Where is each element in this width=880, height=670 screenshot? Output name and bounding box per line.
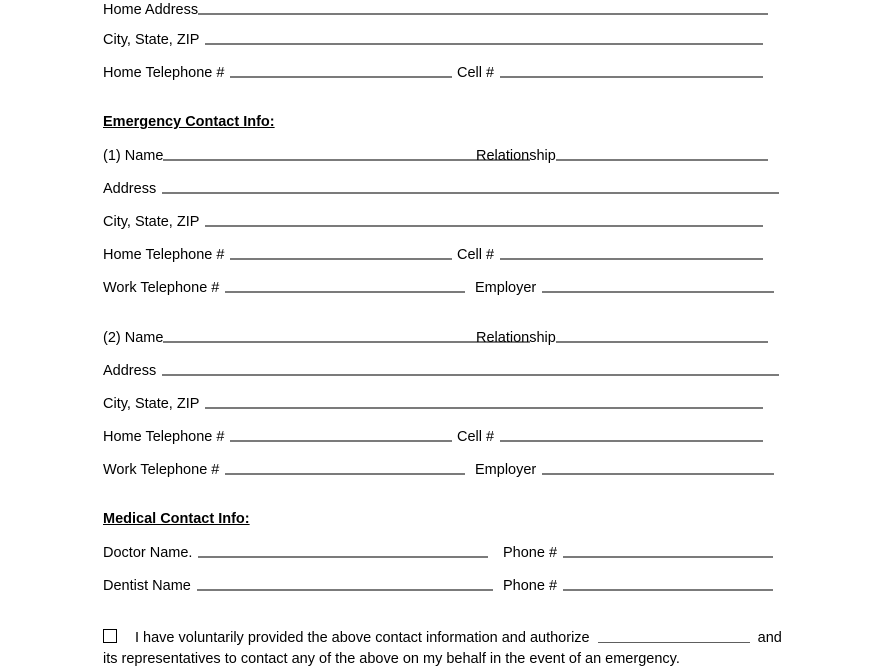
contact2-relationship-input[interactable] (556, 326, 768, 343)
form-row-home-address (103, 0, 793, 20)
contact1-work-telephone-input[interactable] (225, 276, 465, 293)
form-row-contact1-relationship (476, 144, 768, 167)
form-row-contact1-cell (457, 243, 763, 266)
contact2-city-state-zip-label: City, State, ZIP (103, 396, 200, 412)
contact1-work-telephone-label: Work Telephone # (103, 280, 220, 296)
contact1-address-input[interactable] (162, 177, 779, 194)
dentist-name-label: Dentist Name (103, 578, 191, 594)
consent-text-before: I have voluntarily provided the above contact information and authorize (135, 630, 590, 646)
contact2-employer-input[interactable] (542, 458, 774, 475)
contact1-employer-label: Employer (475, 280, 537, 296)
contact2-address-label: Address (103, 363, 157, 379)
form-row-contact2-relationship (476, 326, 768, 349)
contact2-city-state-zip-input[interactable] (205, 392, 763, 409)
form-row-contact1-address (103, 177, 793, 199)
doctor-name-input[interactable] (198, 541, 488, 558)
contact2-relationship-label: Relationship (476, 330, 556, 346)
home-telephone-input[interactable] (230, 61, 452, 78)
consent-checkbox[interactable] (103, 629, 117, 643)
contact1-city-state-zip-input[interactable] (205, 210, 763, 227)
form-row-cell-1 (457, 61, 763, 84)
cell-input[interactable] (500, 61, 763, 78)
cell-label: Cell # (457, 65, 495, 81)
contact1-name-label: (1) Name (103, 148, 164, 164)
contact2-address-input[interactable] (162, 359, 779, 376)
contact2-work-telephone-label: Work Telephone # (103, 462, 220, 478)
city-state-zip-input[interactable] (205, 28, 763, 45)
form-row-contact1-employer (475, 276, 774, 299)
consent-line-1 (103, 628, 793, 649)
contact1-relationship-input[interactable] (556, 144, 768, 161)
city-state-zip-label: City, State, ZIP (103, 32, 200, 48)
contact2-employer-label: Employer (475, 462, 537, 478)
home-telephone-label: Home Telephone # (103, 65, 225, 81)
home-address-input[interactable] (198, 0, 768, 15)
dentist-phone-label: Phone # (503, 578, 558, 594)
form-row-contact2-cell (457, 425, 763, 448)
section-heading-emergency: Emergency Contact Info: (103, 114, 275, 130)
form-row-contact2-address (103, 359, 793, 381)
form-row-contact1-city-state-zip (103, 210, 793, 232)
form-row-doctor-phone (503, 541, 773, 564)
contact1-address-label: Address (103, 181, 157, 197)
contact2-cell-input[interactable] (500, 425, 763, 442)
contact2-name-label: (2) Name (103, 330, 164, 346)
consent-block (103, 628, 793, 670)
consent-line-2: its representatives to contact any of the above on my behalf in the event of an emergency. (103, 651, 680, 667)
form-row-contact2-employer (475, 458, 774, 481)
contact1-city-state-zip-label: City, State, ZIP (103, 214, 200, 230)
consent-text-after: and (757, 630, 782, 646)
doctor-phone-label: Phone # (503, 545, 558, 561)
contact1-cell-label: Cell # (457, 247, 495, 263)
contact1-cell-input[interactable] (500, 243, 763, 260)
doctor-phone-input[interactable] (563, 541, 773, 558)
form-row-contact2-city-state-zip (103, 392, 793, 414)
contact2-home-telephone-label: Home Telephone # (103, 429, 225, 445)
contact1-home-telephone-label: Home Telephone # (103, 247, 225, 263)
home-address-label: Home Address (103, 2, 199, 18)
dentist-name-input[interactable] (197, 574, 493, 591)
contact1-relationship-label: Relationship (476, 148, 556, 164)
dentist-phone-input[interactable] (563, 574, 773, 591)
section-heading-medical: Medical Contact Info: (103, 511, 250, 527)
doctor-name-label: Doctor Name. (103, 545, 193, 561)
contact1-employer-input[interactable] (542, 276, 774, 293)
contact2-cell-label: Cell # (457, 429, 495, 445)
contact2-work-telephone-input[interactable] (225, 458, 465, 475)
form-row-dentist-phone (503, 574, 773, 597)
contact2-home-telephone-input[interactable] (230, 425, 452, 442)
contact1-home-telephone-input[interactable] (230, 243, 452, 260)
consent-authorize-input[interactable] (598, 628, 750, 643)
form-row-city-state-zip (103, 28, 793, 50)
